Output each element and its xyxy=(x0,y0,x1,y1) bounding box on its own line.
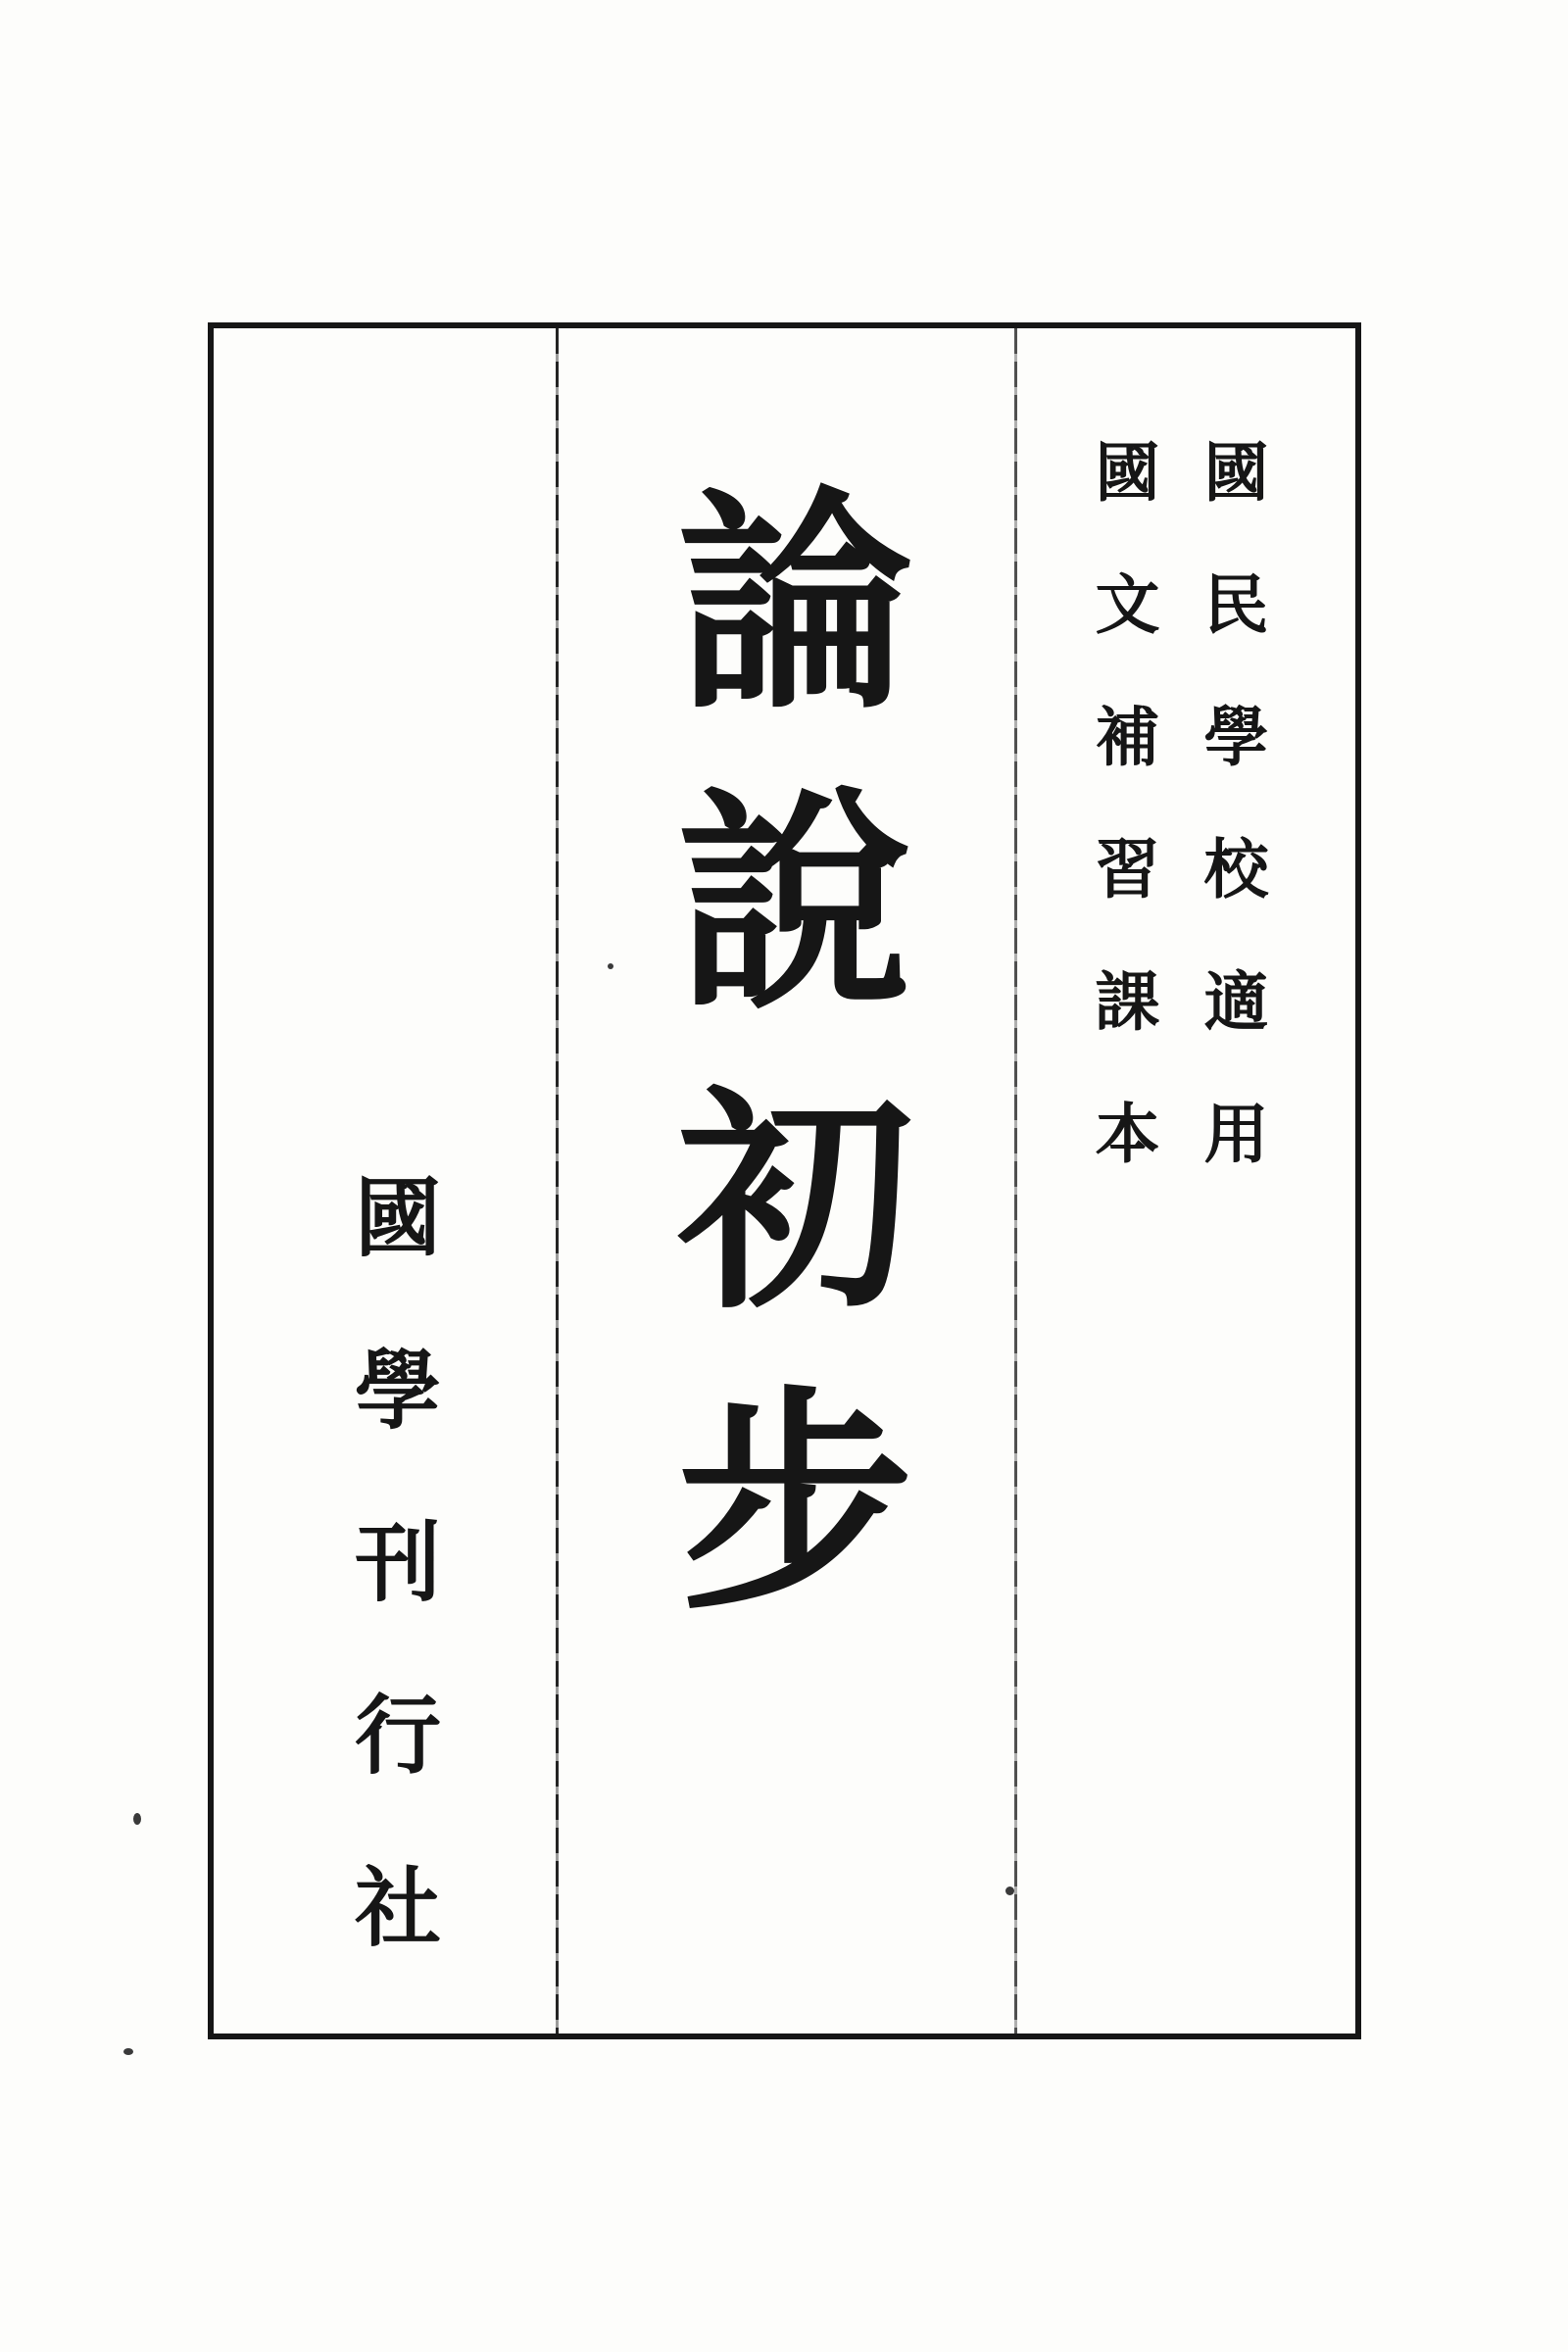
scan-speck xyxy=(133,1813,141,1825)
scan-speck xyxy=(1005,1886,1014,1895)
column-divider-left xyxy=(556,328,559,2034)
series-label-line2: 國文補習課本 xyxy=(1084,438,1160,1232)
column-divider-right xyxy=(1014,328,1017,2034)
series-label-line1: 國民學校適用 xyxy=(1193,438,1269,1232)
book-title-calligraphy: 論說初步 xyxy=(638,478,914,1678)
publisher-name: 國學刊行社 xyxy=(341,1172,443,2034)
scan-speck xyxy=(608,963,613,969)
scan-speck xyxy=(123,2048,133,2055)
